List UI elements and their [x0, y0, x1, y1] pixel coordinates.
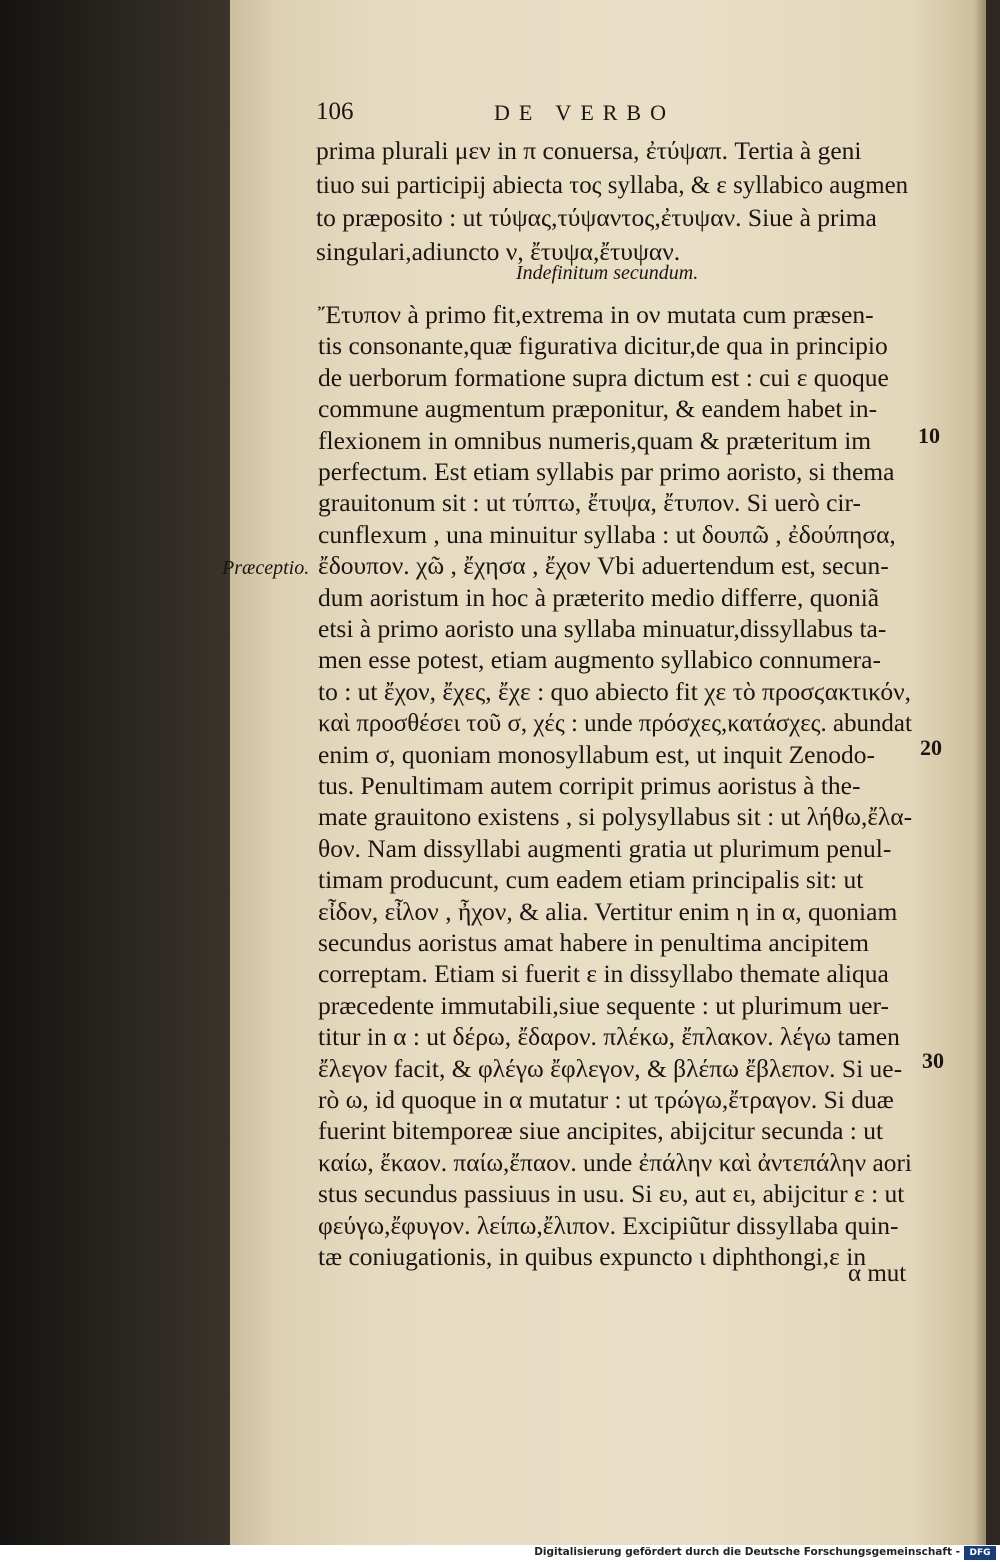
text-line: perfectum. Est etiam syllabis par primo aoristo, si thema	[318, 457, 895, 486]
text-line: grauitonum sit : ut τύπτω, ἔτυψα, ἔτυπον. Si uerò cir-	[318, 488, 861, 518]
text-line: flexionem in omnibus numeris,quam & præteritum im	[318, 425, 872, 455]
text-line: mate grauitono existens , si polysyllabus sit : ut λήθω,ἔλα-	[318, 802, 913, 832]
text-line: φεύγω,ἔφυγον. λείπω,ἔλιπον. Excipiũtur dissyllaba quin-	[318, 1210, 899, 1240]
page-number: 106	[316, 98, 354, 125]
line-number-10: 10	[918, 423, 940, 448]
running-head	[316, 96, 916, 136]
text-line: θον. Nam dissyllabi augmenti gratia ut plurimum penul-	[318, 833, 892, 863]
text-line: commune augmentum præponitur, & eandem habet in-	[318, 394, 878, 424]
text-line: to : ut ἔχον, ἔχες, ἔχε : quo abiecto fit χε τὸ προσϛακτικόν,	[318, 676, 912, 706]
text-line: ἔδουπον. χῶ , ἔχησα , ἔχον Vbi aduertendum est, secun-	[318, 551, 889, 581]
text-line: enim σ, quoniam monosyllabum est, ut inquit Zenodo-	[318, 739, 875, 769]
facing-page-edge	[0, 0, 232, 1545]
text-line: correptam. Etiam si fuerit ε in dissyllabo themate aliqua	[318, 959, 889, 989]
text-line: fuerint bitemporeæ siue ancipites, abijcitur secunda : ut	[318, 1116, 884, 1146]
text-line: tis consonante,quæ figurativa dicitur,de qua in principio	[318, 331, 888, 361]
text-line: stus secundus passiuus in usu. Si ευ, aut ει, abijcitur ε : ut	[318, 1179, 905, 1209]
text-line: καίω, ἔκαον. παίω,ἔπαον. unde ἐπάλην καὶ ἀντεπάλην aori	[318, 1147, 912, 1177]
dfg-logo: DFG	[964, 1546, 996, 1560]
text-line: etsi à primo aoristo una syllaba minuatur,dissyllabus ta-	[318, 614, 887, 643]
text-line: εἶδον, εἶλον , ἦχον, & alia. Vertitur enim η in α, quoniam	[318, 896, 898, 926]
text-line: tiuo sui participij abiecta τος syllaba, & ε syllabico augmen	[316, 169, 909, 199]
text-line: tæ coniugationis, in quibus expuncto ι diphthongi,ε in	[318, 1242, 867, 1271]
text-line: secundus aoristus amat habere in penultima ancipitem	[318, 928, 869, 957]
text-line: ἔλεγον facit, & φλέγω ἔφλεγον, & βλέπω ἔβλεπον. Si ue-	[318, 1053, 903, 1083]
line-number-30: 30	[922, 1048, 944, 1073]
text-line: titur in α : ut δέρω, ἔδαρον. πλέκω, ἔπλακον. λέγω tamen	[318, 1022, 900, 1052]
text-line: rò ω, id quoque in α mutatur : ut τρώγω,ἔτραγον. Si duæ	[318, 1085, 894, 1114]
text-line: de uerborum formatione supra dictum est : cui ε quoque	[318, 362, 889, 392]
text-line: singulari,adiuncto ν, ἔτυψα,ἔτυψαν.	[316, 236, 681, 266]
section-subheading: Indefinitum secundum.	[516, 262, 699, 284]
footer-credit: Digitalisierung gefördert durch die Deutsche Forschungsgemeinschaft -	[534, 1546, 960, 1558]
text-line: to præposito : ut τύψας,τύψαντος,ἐτυψαν. Siue à prima	[316, 203, 877, 232]
digitization-footer	[0, 1545, 1000, 1562]
text-line: tus. Penultimam autem corripit primus aoristus à the-	[318, 771, 861, 800]
text-line: præcedente immutabili,siue sequente : ut plurimum uer-	[318, 990, 889, 1020]
text-line: men esse potest, etiam augmento syllabico connumera-	[318, 645, 881, 675]
text-line: dum aoristum in hoc à præterito medio differre, quoniã	[318, 582, 880, 612]
text-line: Ἔτυπον à primo fit,extrema in ον mutata cum præsen-	[318, 300, 874, 329]
book-spine-edge	[986, 0, 1000, 1545]
text-line: καὶ προσθέσει τοῦ σ, χές : unde πρόσχες,κατάσχες. abundat	[318, 708, 912, 738]
line-number-20: 20	[920, 735, 942, 760]
running-title: DE VERBO	[494, 100, 675, 125]
catchword: α mut	[848, 1260, 907, 1287]
text-line: prima plurali μεν in π conuersa, ἐτύψαπ. Tertia à geni	[316, 136, 862, 165]
text-line: cunflexum , una minuitur syllaba : ut δουπῶ , ἐδούπησα,	[318, 519, 896, 549]
margin-note: Præceptio.	[222, 557, 310, 579]
text-line: timam producunt, cum eadem etiam principalis sit: ut	[318, 865, 864, 895]
